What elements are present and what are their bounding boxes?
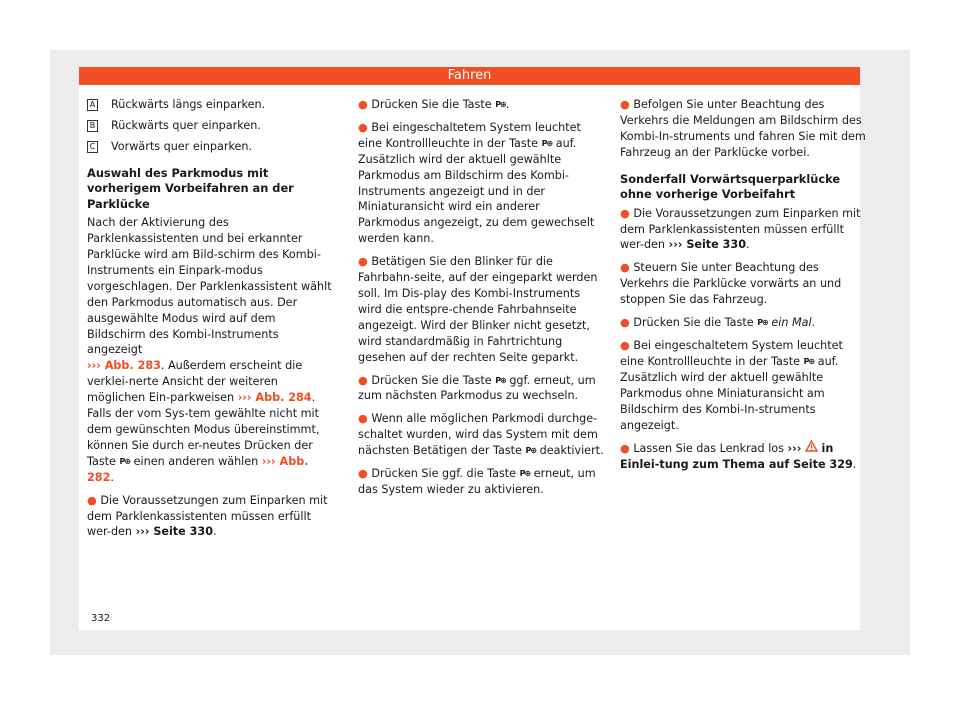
text: Drücken Sie die Taste — [371, 373, 492, 387]
warning-icon — [805, 440, 818, 457]
text: . Außerdem erscheint die verklei-nerte Ansicht der weiteren möglichen Ein-parkweisen — [87, 359, 303, 405]
step-key-b: B — [87, 120, 98, 132]
bullet-item — [358, 373, 605, 405]
park-button-icon: P⊕ — [495, 100, 506, 109]
step-text: Rückwärts längs einparken. — [111, 98, 266, 111]
bullet-icon: ● — [620, 316, 630, 330]
bullet-icon: ● — [358, 120, 368, 134]
section-heading: Sonderfall Vorwärtsquerparklücke ohne vorherige Vorbeifahrt — [620, 171, 841, 202]
bullet-icon: ● — [620, 261, 630, 275]
text: Nach der Aktivierung des Parklenkassistenten und bei erkannter Parklücke wird am Bild-schirm des Kombi-Instruments ein Einpark-modus vorgeschlagen. Der Parklenkassistent wählt den Parkmodus automatisch aus. Der ausgewählte Modus wird auf dem Bildschirm des Kombi-Instruments angezeigt — [87, 216, 332, 357]
park-button-icon: P⊕ — [803, 356, 815, 366]
step-key-a: A — [87, 99, 98, 111]
figure-link[interactable]: ››› Abb. 282 — [87, 454, 309, 484]
bullet-item — [620, 260, 867, 308]
step-key-c: C — [87, 141, 98, 153]
bullet-item — [358, 466, 605, 498]
text: Befolgen Sie unter Beachtung des Verkehrs die Meldungen am Bildschirm des Kombi-In-struments und fahren Sie mit dem Fahrzeug an der Parklücke vorbei. — [620, 98, 866, 159]
text: Die Voraussetzungen zum Einparken mit dem Parklenkassistenten müssen erfüllt wer-den — [620, 206, 861, 252]
bullet-item: ● Die Voraussetzungen zum Einparken mit dem Parklenkassistenten müssen erfüllt wer-den ››› Seite 330. — [87, 493, 328, 539]
section-header: Fahren — [79, 67, 860, 85]
text: ggf. erneut, um zum nächsten Parkmodus zu wechseln. — [358, 373, 596, 403]
bullet-icon: ● — [87, 493, 97, 507]
bullet-item — [620, 97, 867, 161]
text: Betätigen Sie den Blinker für die Fahrbahn-seite, auf der eingeparkt werden soll. Im Dis-play des Kombi-Instruments wird die entspre-chende Fahrbahnseite angezeigt. Wird der Blinker nicht gesetzt, wird standardmäßig in Fahrtrichtung gesehen auf der rechten Seite geparkt. — [358, 255, 598, 364]
bullet-item: ● Drücken Sie die Taste P⊕. — [358, 98, 510, 111]
document-page — [79, 67, 866, 630]
bullet-icon: ● — [358, 467, 368, 481]
paragraph: Nach der Aktivierung des Parklenkassistenten und bei erkannter Parklücke wird am Bild-schirm des Kombi-Instruments ein Einpark-modus vorgeschlagen. Der Parklenkassistent wählt den Parkmodus automatisch aus. Der ausgewählte Modus wird auf dem Bildschirm des Kombi-Instruments angezeigt ››› Abb. 283. Außerdem erscheint die verklei-nerte Ansicht der weiteren möglichen Ein-parkweisen ››› Abb. 284. Falls der vom Sys-tem gewählte nicht mit dem gewünschten Modus übereinstimmt, können Sie durch er-neutes Drücken der Taste P⊕ einen anderen wählen ››› Abb. 282. — [87, 216, 332, 484]
text: Die Voraussetzungen zum Einparken mit dem Parklenkassistenten müssen erfüllt wer-den — [87, 493, 328, 539]
bullet-item: ● Lassen Sie das Lenkrad los ››› in Einlei-tung zum Thema auf Seite 329. — [620, 442, 857, 472]
park-button-icon: P⊕ — [119, 456, 131, 466]
text: . Falls der vom Sys-tem gewählte nicht mit dem gewünschten Modus übereinstimmt, können Sie durch er-neutes Drücken der Taste — [87, 391, 320, 468]
arrow-link[interactable]: ››› — [787, 442, 802, 456]
step-item — [87, 97, 334, 113]
text: auf. Zusätzlich wird der aktuell gewählte Parkmodus ohne Miniaturansicht am Bildschirm des Kombi-In-struments angezeigt. — [620, 354, 839, 432]
step-text: Rückwärts quer einparken. — [111, 118, 261, 132]
text: Drücken Sie die Taste — [371, 98, 492, 111]
bullet-icon: ● — [358, 255, 368, 269]
text: Bei eingeschaltetem System leuchtet eine Kontrollleuchte in der Taste — [358, 120, 581, 150]
column-left — [87, 97, 334, 547]
bullet-item — [620, 338, 867, 433]
page-link[interactable]: in Einlei-tung zum Thema auf Seite 329 — [620, 442, 853, 472]
bullet-item — [358, 254, 605, 365]
park-button-icon: P⊕ — [525, 446, 537, 456]
figure-link[interactable]: ››› Abb. 284 — [237, 391, 312, 405]
column-right — [620, 97, 867, 480]
text: Lassen Sie das Lenkrad los — [633, 442, 784, 456]
page-link[interactable]: ››› Seite 330 — [135, 525, 213, 539]
park-button-icon: P⊕ — [495, 375, 506, 385]
text: Steuern Sie unter Beachtung des Verkehrs die Parklücke vorwärts an und stoppen Sie das Fahrzeug. — [620, 261, 842, 307]
bullet-icon: ● — [620, 98, 630, 111]
text: ein Mal — [771, 316, 812, 330]
text: Drücken Sie ggf. die Taste — [371, 467, 517, 481]
bullet-item: ● Drücken Sie die Taste P⊕ ein Mal. — [620, 316, 816, 330]
section-heading: Auswahl des Parkmodus mit vorherigem Vorbeifahren an der Parklücke — [87, 165, 294, 211]
page-number: 332 — [91, 613, 111, 624]
text: Wenn alle möglichen Parkmodi durchge-schaltet wurden, wird das System mit dem nächsten Betätigen der Taste — [358, 412, 598, 458]
bullet-item — [358, 411, 605, 459]
step-text: Vorwärts quer einparken. — [111, 139, 253, 153]
bullet-icon: ● — [358, 98, 368, 111]
bullet-icon: ● — [358, 373, 368, 387]
step-item — [87, 118, 334, 134]
page-link[interactable]: ››› Seite 330 — [668, 238, 746, 252]
park-button-icon: P⊕ — [519, 469, 531, 479]
park-button-icon: P⊕ — [757, 318, 768, 328]
figure-link[interactable]: ››› Abb. 283 — [87, 359, 161, 373]
bullet-icon: ● — [358, 412, 368, 426]
text: Bei eingeschaltetem System leuchtet eine Kontrollleuchte in der Taste — [620, 338, 843, 368]
step-item — [87, 139, 334, 155]
text: auf. Zusätzlich wird der aktuell gewählte Parkmodus am Bildschirm des Kombi-Instruments angezeigt und in der Miniaturansicht wird ein anderer Parkmodus angezeigt, zu dem gewechselt werden kann. — [358, 136, 595, 246]
bullet-item: ● Die Voraussetzungen zum Einparken mit dem Parklenkassistenten müssen erfüllt wer-den ››› Seite 330. — [620, 206, 861, 252]
text: erneut, um das System wieder zu aktivieren. — [358, 467, 596, 496]
text: Drücken Sie die Taste — [633, 316, 754, 330]
bullet-item — [358, 120, 605, 247]
text: einen anderen wählen — [133, 454, 259, 468]
park-button-icon: P⊕ — [541, 138, 553, 148]
bullet-icon: ● — [620, 206, 630, 220]
column-middle — [358, 97, 605, 505]
bullet-icon: ● — [620, 442, 630, 456]
bullet-icon: ● — [620, 338, 630, 352]
text: deaktiviert. — [539, 444, 604, 458]
